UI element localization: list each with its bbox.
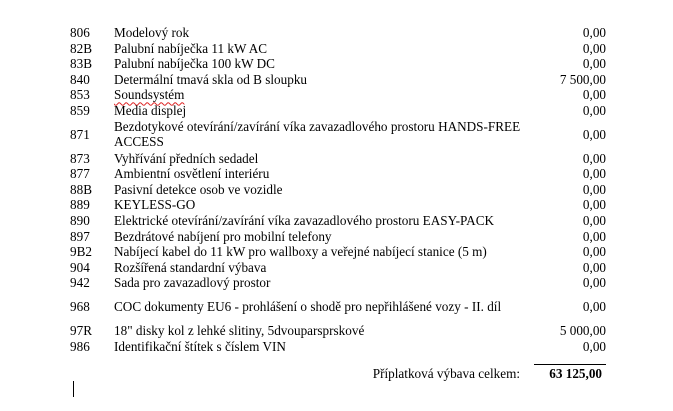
option-description: Nabíjecí kabel do 11 kW pro wallboxy a veřejné nabíjecí stanice (5 m) <box>114 244 487 260</box>
option-price: 0,00 <box>582 212 606 228</box>
option-description: Bezdrátové nabíjení pro mobilní telefony <box>114 228 332 244</box>
option-price: 0,00 <box>582 299 606 315</box>
option-code: 897 <box>70 228 90 244</box>
option-code: 986 <box>70 338 90 354</box>
option-code: 853 <box>70 87 90 103</box>
table-row <box>70 229 606 245</box>
option-price: 0,00 <box>582 166 606 182</box>
table-row <box>70 291 606 323</box>
table-row <box>70 119 606 151</box>
option-price: 0,00 <box>582 126 606 142</box>
option-code: 968 <box>70 299 90 315</box>
option-code: 873 <box>70 150 90 166</box>
option-code: 82B <box>70 40 92 56</box>
option-code: 806 <box>70 25 90 40</box>
option-description: Media displej <box>114 102 187 118</box>
table-row <box>70 166 606 182</box>
table-row <box>70 56 606 72</box>
option-description: Palubní nabíječka 11 kW AC <box>114 40 268 56</box>
option-code: 877 <box>70 166 90 182</box>
option-description: Identifikační štítek s číslem VIN <box>114 338 286 354</box>
table-row <box>70 260 606 276</box>
option-price: 7 500,00 <box>559 71 606 87</box>
table-row <box>70 182 606 198</box>
option-description: 18" disky kol z lehké slitiny, 5dvouparsprskové <box>114 322 365 338</box>
option-price: 0,00 <box>582 197 606 213</box>
option-price: 0,00 <box>582 102 606 118</box>
option-description: Modelový rok <box>114 25 190 40</box>
option-code: 871 <box>70 126 90 142</box>
table-row <box>70 87 606 103</box>
option-code: 904 <box>70 259 90 275</box>
option-description: Sada pro zavazadlový prostor <box>114 275 271 291</box>
option-code: 97R <box>70 322 92 338</box>
table-row <box>70 197 606 213</box>
option-code: 9B2 <box>70 244 92 260</box>
option-description: Vyhřívání předních sedadel <box>114 150 259 166</box>
total-row <box>70 365 606 382</box>
equipment-table <box>70 25 606 354</box>
table-row <box>70 103 606 119</box>
option-price: 0,00 <box>582 338 606 354</box>
option-description: Elektrické otevírání/zavírání víka zavazadlového prostoru EASY-PACK <box>114 212 495 228</box>
option-price: 0,00 <box>582 87 606 103</box>
table-row <box>70 275 606 291</box>
option-description: Pasivní detekce osob ve vozidle <box>114 181 283 197</box>
table-row <box>70 151 606 167</box>
table-row <box>70 339 606 355</box>
option-price: 0,00 <box>582 181 606 197</box>
option-code: 889 <box>70 197 90 213</box>
option-price: 0,00 <box>582 56 606 72</box>
table-row <box>70 25 606 41</box>
table-row <box>70 244 606 260</box>
option-description: COC dokumenty EU6 - prohlášení o shodě pro nepřihlášené vozy - II. díl <box>114 298 502 314</box>
option-description: Ambientní osvětlení interiéru <box>114 166 270 182</box>
option-code: 890 <box>70 212 90 228</box>
option-price: 0,00 <box>582 25 606 40</box>
option-description: Bezdotykové otevírání/zavírání víka zavazadlového prostoru HANDS-FREE ACCESS <box>114 118 521 149</box>
option-price: 0,00 <box>582 228 606 244</box>
option-description: Rozšířená standardní výbava <box>114 259 267 275</box>
table-row <box>70 41 606 57</box>
option-price: 0,00 <box>582 40 606 56</box>
table-row <box>70 323 606 339</box>
option-price: 0,00 <box>582 259 606 275</box>
total-label: Příplatková výbava celkem: <box>372 366 520 381</box>
text-cursor[interactable] <box>73 381 74 397</box>
option-code: 859 <box>70 102 90 118</box>
option-description: Determální tmavá skla od B sloupku <box>114 71 308 87</box>
option-price: 0,00 <box>582 150 606 166</box>
table-row <box>70 72 606 88</box>
option-description: Soundsystém <box>114 87 185 103</box>
option-code: 88B <box>70 181 92 197</box>
option-price: 0,00 <box>582 244 606 260</box>
option-description: KEYLESS-GO <box>114 197 196 213</box>
option-price: 0,00 <box>582 275 606 291</box>
total-value: 63 125,00 <box>549 366 602 381</box>
option-code: 840 <box>70 71 90 87</box>
option-code: 942 <box>70 275 90 291</box>
table-row <box>70 213 606 229</box>
option-price: 5 000,00 <box>559 322 606 338</box>
option-code: 83B <box>70 56 92 72</box>
option-description: Palubní nabíječka 100 kW DC <box>114 56 275 72</box>
